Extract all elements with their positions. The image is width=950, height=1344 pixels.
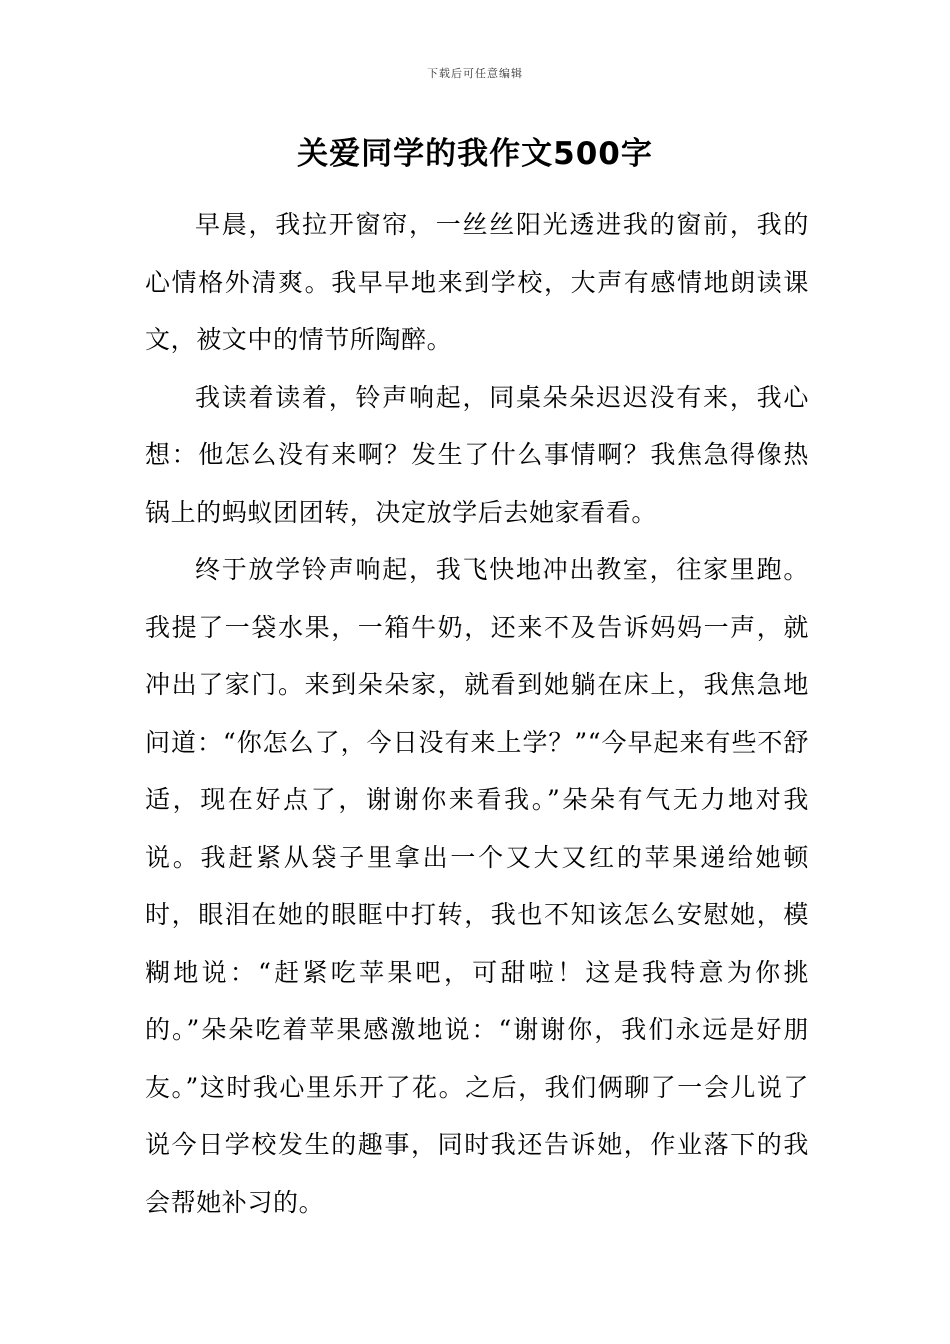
- paragraph-3: 终于放学铃声响起，我飞快地冲出教室，往家里跑。我提了一袋水果，一箱牛奶，还来不及告诉妈妈一声，就冲出了家门。来到朵朵家，就看到她躺在床上，我焦急地问道：“你怎么了，今日没有来上学？”“今早起来有些不舒适，现在好点了，谢谢你来看我。”朵朵有气无力地对我说。我赶紧从袋子里拿出一个又大又红的苹果递给她顿时，眼泪在她的眼眶中打转，我也不知该怎么安慰她，模糊地说：“赶紧吃苹果吧，可甜啦！这是我特意为你挑的。”朵朵吃着苹果感激地说：“谢谢你，我们永远是好朋友。”这时我心里乐开了花。之后，我们俩聊了一会儿说了说今日学校发生的趣事，同时我还告诉她，作业落下的我会帮她补习的。: [145, 555, 809, 1217]
- paragraph-2: 我读着读着，铃声响起，同桌朵朵迟迟没有来，我心想：他怎么没有来啊？发生了什么事情啊？我焦急得像热锅上的蚂蚁团团转，决定放学后去她家看看。: [145, 382, 809, 527]
- header-note: 下载后可任意编辑: [427, 67, 523, 80]
- document-title: 关爱同学的我作文500字: [297, 136, 653, 172]
- document-body: [145, 196, 809, 1231]
- paragraph-1: 早晨，我拉开窗帘，一丝丝阳光透进我的窗前，我的心情格外清爽。我早早地来到学校，大声有感情地朗读课文，被文中的情节所陶醉。: [145, 210, 809, 354]
